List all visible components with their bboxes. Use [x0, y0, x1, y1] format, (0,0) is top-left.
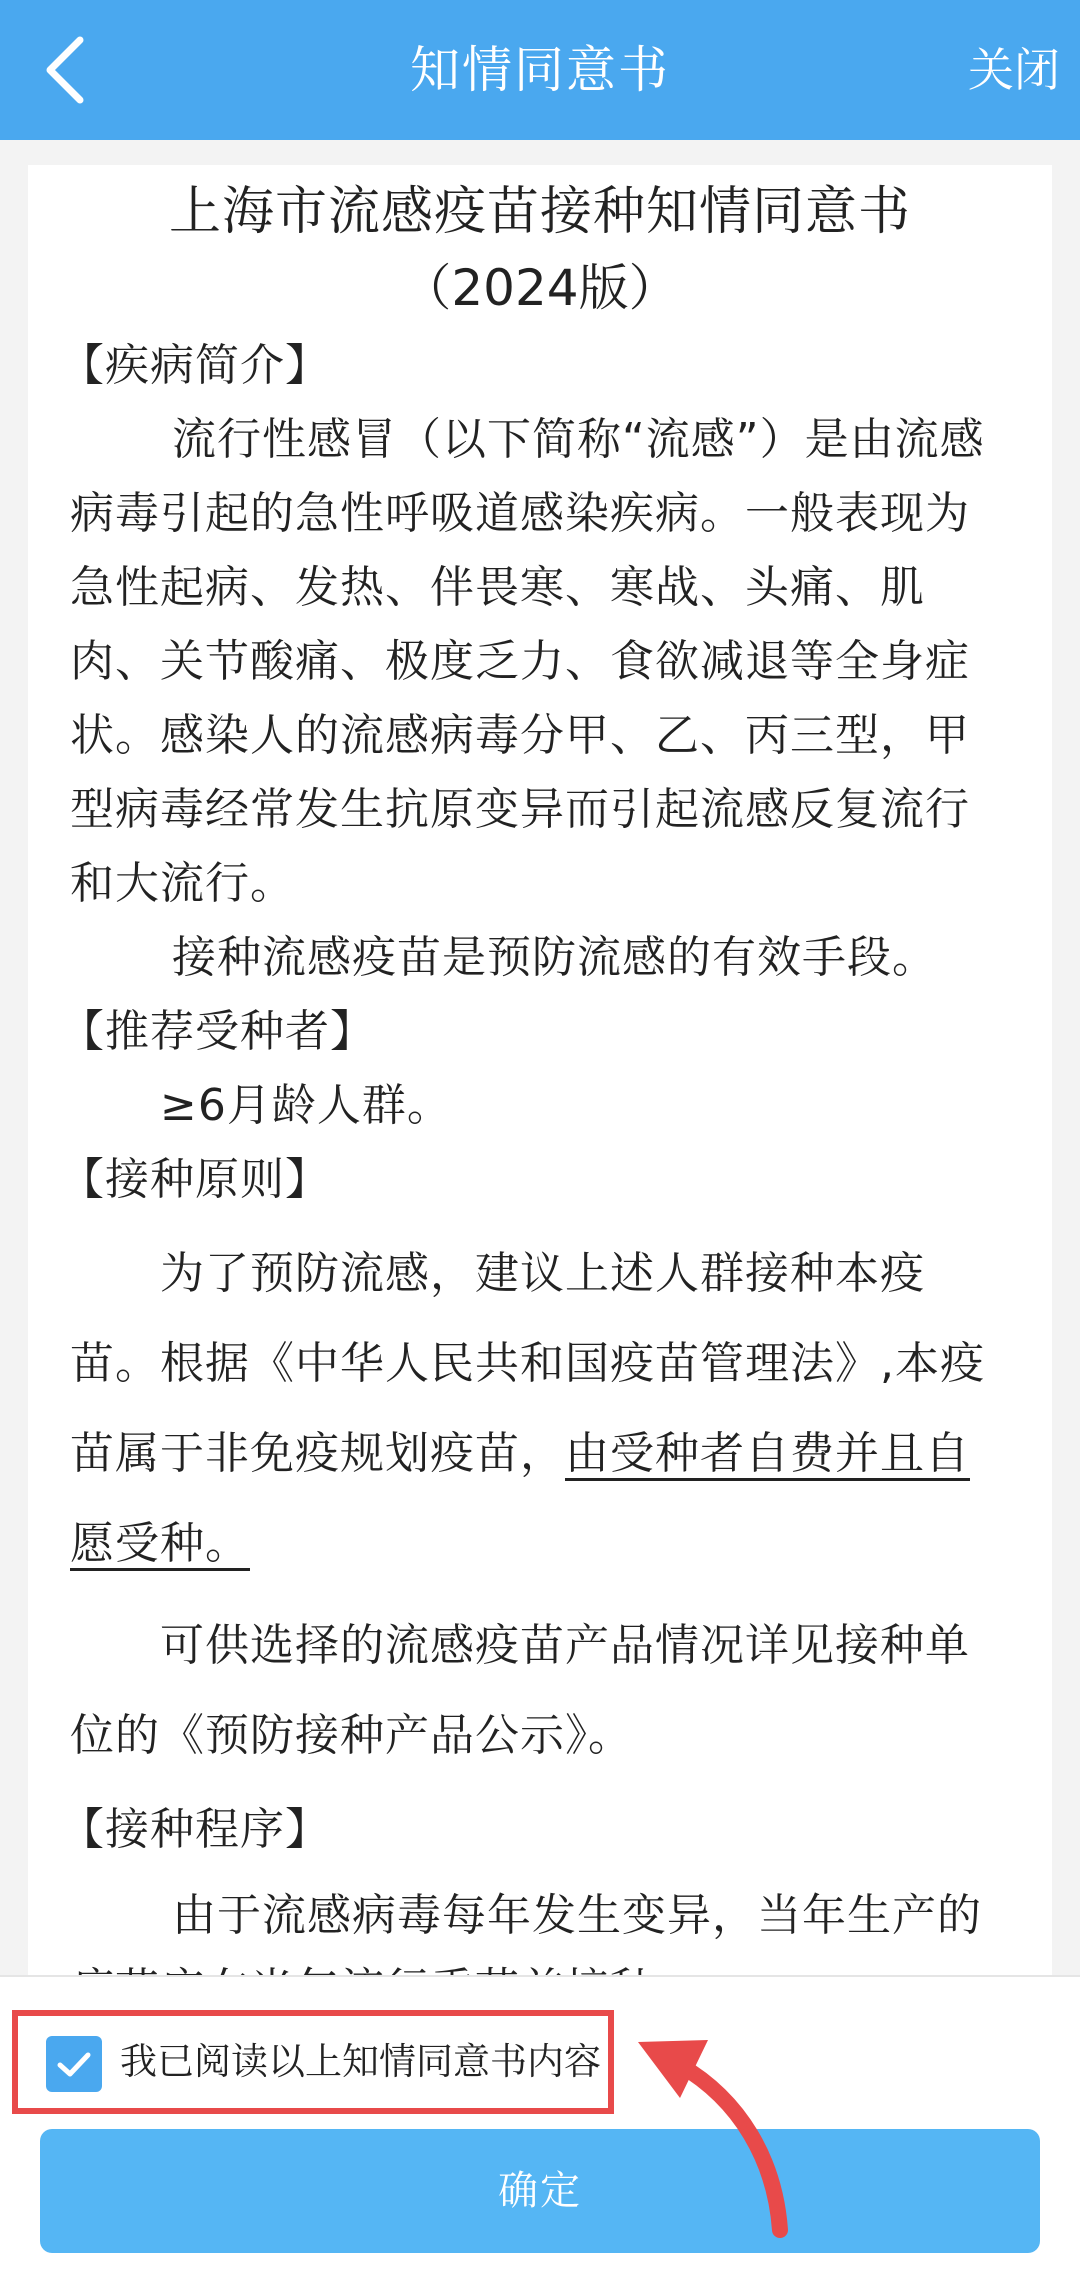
section-heading: 【接种原则】: [60, 1154, 330, 1205]
paragraph: ≥6月龄人群。: [160, 1080, 452, 1131]
underlined-text: 由受种者自费并且自愿受种。: [70, 1428, 970, 1569]
paragraph: 流行性感冒（以下简称“流感”）是由流感病毒引起的急性呼吸道感染疾病。一般表现为急性起病、发热、伴畏寒、寒战、头痛、肌肉、关节酸痛、极度乏力、食欲减退等全身症状。感染人的流感病毒分甲、乙、丙三型，甲型病毒经常发生抗原变异而引起流感反复流行和大流行。: [70, 414, 985, 909]
paragraph-text: 为了预防流感，建议上述人群接种本疫苗。根据《中华人民共和国疫苗管理法》,本疫苗属于非免疫规划疫苗，: [70, 1248, 985, 1479]
check-icon: [46, 2036, 102, 2092]
section-heading: 【推荐受种者】: [60, 1006, 375, 1057]
bottom-bar: [0, 1975, 1080, 2288]
consent-document[interactable]: [28, 165, 1052, 1975]
confirm-button[interactable]: 确定: [40, 2129, 1040, 2253]
document-subtitle: （2024版）: [401, 259, 679, 317]
close-button[interactable]: 关闭: [968, 43, 1060, 97]
section-heading: 【接种程序】: [60, 1804, 330, 1855]
document-body: [28, 329, 1052, 2027]
page-title: 知情同意书: [410, 41, 670, 99]
paragraph: 可供选择的流感疫苗产品情况详见接种单位的《预防接种产品公示》。: [70, 1620, 970, 1761]
paragraph: 接种流感疫苗是预防流感的有效手段。: [172, 932, 937, 983]
section-heading: 【疾病简介】: [60, 340, 330, 391]
agree-label[interactable]: 我已阅读以上知情同意书内容: [120, 2040, 601, 2083]
agree-checkbox[interactable]: [46, 2036, 102, 2092]
curved-arrow-icon: [630, 2020, 790, 2250]
header: [0, 0, 1080, 140]
paragraph: [70, 1229, 1008, 1589]
agree-highlight: [12, 2010, 614, 2114]
paragraph: 由于流感病毒每年发生变异，当年生产的: [172, 1890, 982, 1941]
document-title: 上海市流感疫苗接种知情同意书: [168, 182, 911, 242]
